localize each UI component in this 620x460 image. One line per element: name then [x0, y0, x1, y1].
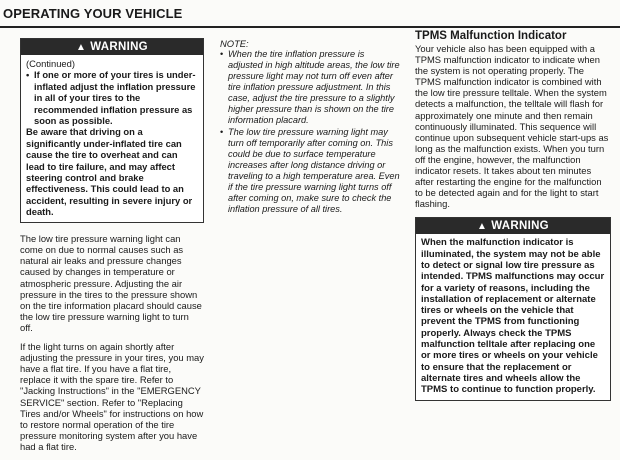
warning-bullet: • If one or more of your tires is under-inflated adjust the inflation pressure in all of your tires to the recommended inflation pressure as soon as possible.	[26, 69, 198, 126]
paragraph: Your vehicle also has been equipped with a TPMS malfunction indicator to indicate when the system is not operating properly. The TPMS malfunction indicator is combined with the low tire pressure telltale. When the system detects a malfunction, the telltale will flash for approximately one minute and then remain continuously illuminated. This sequence will continue upon subsequent vehicle start-ups as long as the malfunction exists. When you turn off the engine, however, the malfunction indicator resets. It takes about ten minutes after restarting the engine for the malfunction to be detected again and for the light to start flashing.	[415, 43, 609, 210]
warning-heading	[416, 218, 610, 234]
note-label: NOTE:	[220, 38, 249, 49]
warning-body	[21, 55, 203, 222]
warning-heading-text: WARNING	[491, 220, 549, 233]
right-column	[415, 30, 611, 401]
middle-column	[220, 38, 400, 216]
page-header	[0, 0, 620, 28]
warning-heading	[21, 39, 203, 55]
warning-triangle-icon: ▲	[477, 221, 488, 233]
note-item: • The low tire pressure warning light may turn off temporarily after coming on. This could be due to surface temperature increases after long distance driving or traveling to a high temperature area. Even if the tire pressure warning light turns off after coming on, make sure to check the inflation pressure of all tires.	[220, 127, 400, 215]
paragraph: If the light turns on again shortly after adjusting the pressure in your tires, you may have a flat tire. If you have a flat tire, replace it with the spare tire. Refer to "Jacking Instructions" in the "EMERGENCY SERVICE" section. Refer to "Replacing Tires and/or Wheels" for instructions on how to restore normal operation of the tire pressure monitoring system after you have had a flat tire.	[20, 340, 204, 453]
paragraph: The low tire pressure warning light can come on due to normal causes such as natural air leaks and pressure changes caused by changes in temperature or atmospheric pressure. Adjusting the air pressure in the tires to the pressure shown on the tire information placard should cause the low tire pressure warning light to turn off.	[20, 232, 202, 334]
warning-box	[20, 38, 204, 223]
warning-body: When the malfunction indicator is illuminated, the system may not be able to detect or signal low tire pressure as intended. TPMS malfunctions may occur for a variety of reasons, including the installation of replacement or alternate tires or wheels on the vehicle that prevent the TPMS from functioning properly. Always check the TPMS malfunction telltale after replacing one or more tires or wheels on your vehicle to ensure that the replacement or alternate tires and wheels allow the TPMS to continue to function properly.	[421, 237, 605, 396]
warning-text: Be aware that driving on a significantly under-inflated tire can cause the tire to overheat and can lead to tire failure, and may affect steering control and brake effectiveness. This could lead to an accident, resulting in severe injury or death.	[26, 126, 193, 218]
left-column	[20, 38, 204, 460]
warning-triangle-icon: ▲	[76, 42, 87, 53]
warning-continued: (Continued)	[26, 58, 75, 69]
warning-heading-text: WARNING	[90, 41, 148, 53]
section-title: OPERATING YOUR VEHICLE	[3, 6, 183, 21]
warning-box	[415, 217, 611, 400]
note-item: • When the tire inflation pressure is adjusted in high altitude areas, the low tire pressure light may not turn off even after tire inflation pressure adjustment. In this case, adjust the tire pressure to a slightly higher pressure than is shown on the tire information placard.	[220, 49, 400, 126]
subsection-title: TPMS Malfunction Indicator	[415, 30, 567, 42]
